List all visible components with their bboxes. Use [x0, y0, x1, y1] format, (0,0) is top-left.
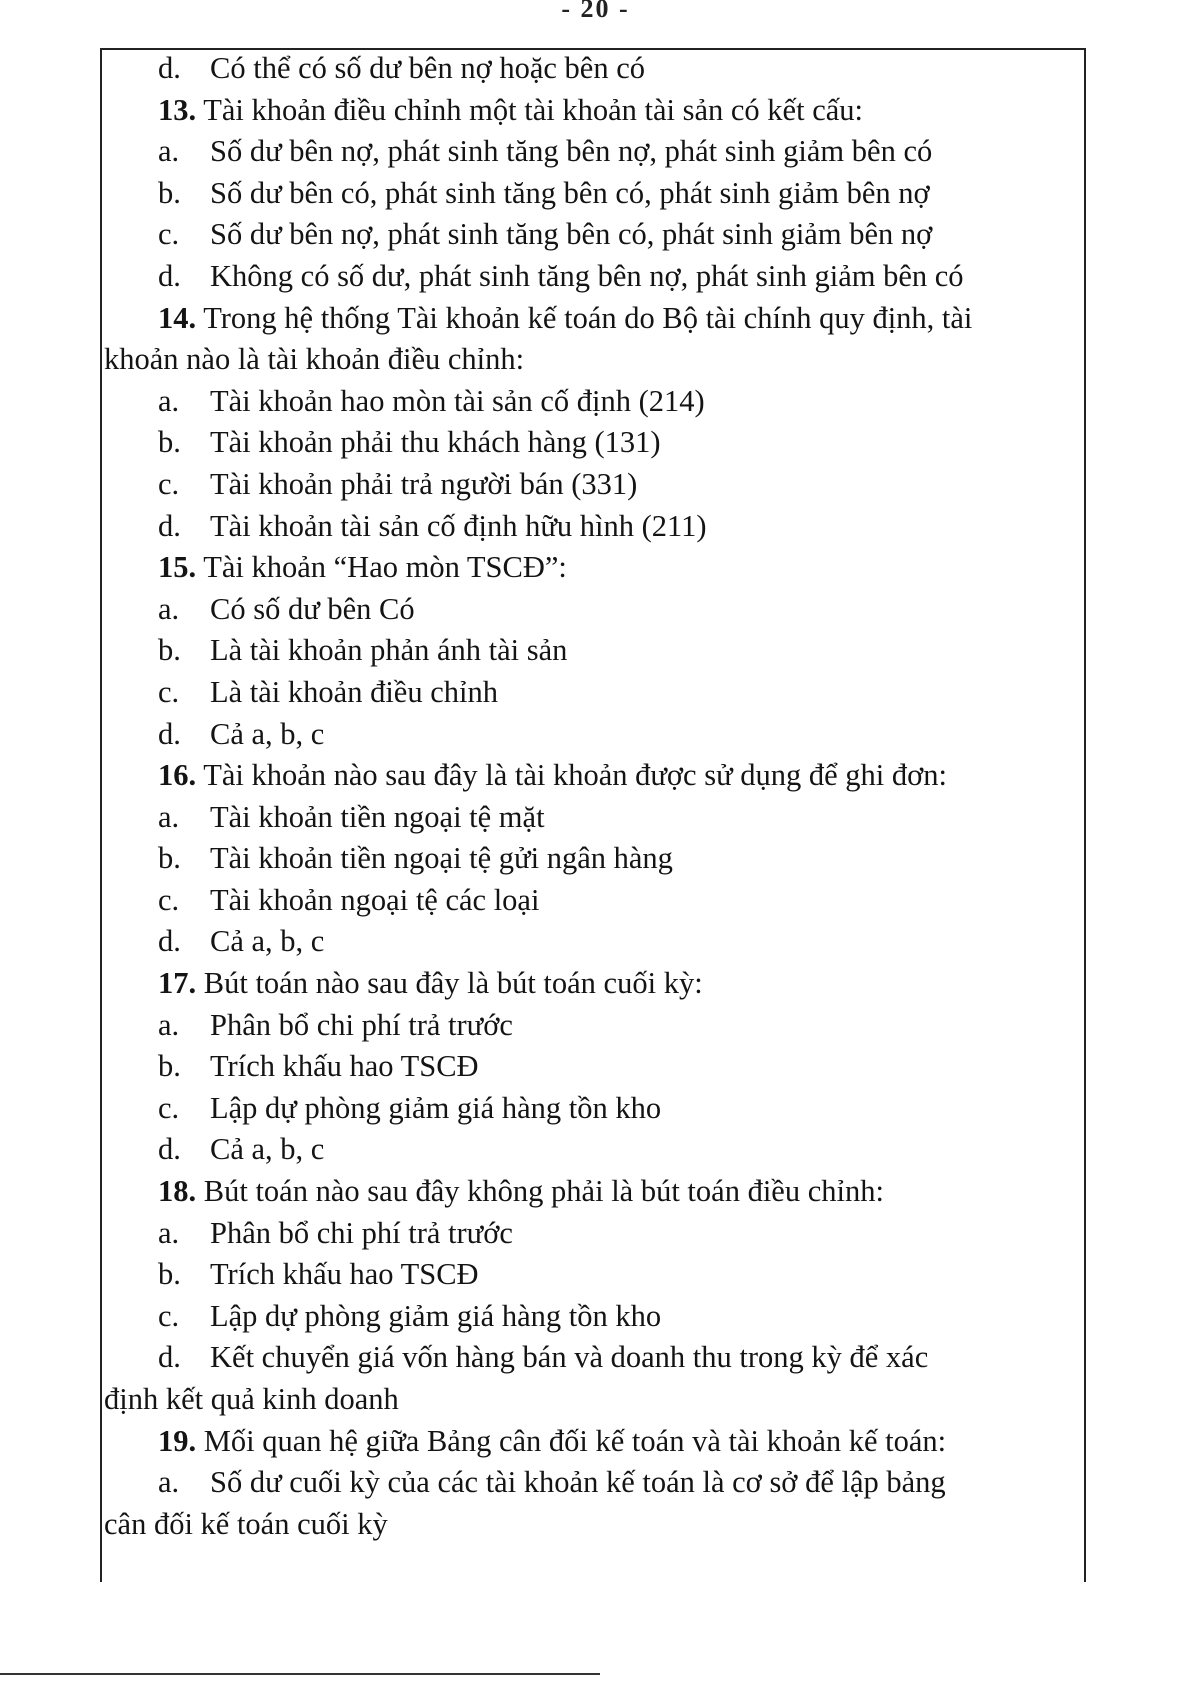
option-text: Kết chuyển giá vốn hàng bán và doanh thu trong kỳ để xác [210, 1340, 929, 1375]
option-letter: a. [158, 1007, 180, 1042]
option-text: Tài khoản tài sản cố định hữu hình (211) [210, 508, 707, 543]
option-text: Tài khoản phải trả người bán (331) [210, 466, 638, 501]
question-text: Trong hệ thống Tài khoản kế toán do Bộ tài chính quy định, tài [203, 300, 973, 335]
answer-option [104, 214, 1084, 256]
answer-option [104, 381, 1084, 423]
document-body [104, 48, 1084, 1545]
option-letter: c. [158, 882, 180, 917]
question [104, 1171, 1084, 1213]
answer-option [104, 464, 1084, 506]
question-text: Tài khoản “Hao mòn TSCĐ”: [203, 550, 567, 585]
answer-option [104, 131, 1084, 173]
option-letter: a. [158, 799, 180, 834]
option-letter: a. [158, 383, 180, 418]
option-text: Số dư cuối kỳ của các tài khoản kế toán là cơ sở để lập bảng [210, 1465, 946, 1500]
answer-option [104, 1296, 1084, 1338]
answer-option [104, 797, 1084, 839]
option-text: Trích khấu hao TSCĐ [210, 1257, 479, 1292]
option-text: Phân bổ chi phí trả trước [210, 1215, 513, 1250]
answer-option [104, 1129, 1084, 1171]
answer-option [104, 672, 1084, 714]
answer-option [104, 921, 1084, 963]
answer-option [104, 1254, 1084, 1296]
question-number: 19. [158, 1423, 197, 1458]
option-text: Có thể có số dư bên nợ hoặc bên có [210, 51, 645, 85]
continuation-line: khoản nào là tài khoản điều chỉnh: [104, 342, 525, 377]
question-number: 13. [158, 92, 197, 127]
option-letter: a. [158, 134, 180, 169]
option-letter: c. [158, 1090, 180, 1125]
option-text: Phân bổ chi phí trả trước [210, 1007, 513, 1042]
option-letter: a. [158, 591, 180, 626]
question [104, 298, 1084, 340]
question-number: 14. [158, 300, 197, 335]
answer-option [104, 506, 1084, 548]
answer-option [104, 1005, 1084, 1047]
option-text: Tài khoản hao mòn tài sản cố định (214) [210, 383, 705, 418]
option-text: Là tài khoản điều chỉnh [210, 674, 498, 709]
option-letter: b. [158, 175, 181, 210]
option-letter: c. [158, 217, 180, 252]
question [104, 547, 1084, 589]
option-letter: c. [158, 466, 180, 501]
option-letter: b. [158, 841, 181, 876]
option-letter: d. [158, 1340, 181, 1375]
page-number: - 20 - [561, 0, 630, 23]
question-text: Tài khoản điều chỉnh một tài khoản tài sản có kết cấu: [203, 92, 863, 127]
option-text: Số dư bên nợ, phát sinh tăng bên có, phát sinh giảm bên nợ [210, 217, 933, 252]
option-text: Có số dư bên Có [210, 591, 415, 626]
option-letter: a. [158, 1215, 180, 1250]
answer-option [104, 714, 1084, 756]
answer-option [104, 1088, 1084, 1130]
option-letter: b. [158, 1049, 181, 1084]
option-letter: d. [158, 924, 181, 959]
bottom-rule [0, 1673, 600, 1675]
option-letter: c. [158, 674, 180, 709]
option-letter: c. [158, 1298, 180, 1333]
answer-option [104, 880, 1084, 922]
option-text: Tài khoản tiền ngoại tệ gửi ngân hàng [210, 841, 673, 876]
question-text: Bút toán nào sau đây là bút toán cuối kỳ: [203, 966, 703, 1001]
answer-option [104, 1462, 1084, 1504]
question-text: Tài khoản nào sau đây là tài khoản được sử dụng để ghi đơn: [203, 758, 947, 793]
answer-option [104, 1337, 1084, 1379]
option-text: Là tài khoản phản ánh tài sản [210, 633, 568, 668]
option-text: Số dư bên nợ, phát sinh tăng bên nợ, phát sinh giảm bên có [210, 134, 933, 169]
question-number: 15. [158, 550, 197, 585]
answer-option [104, 630, 1084, 672]
continuation-line: cân đối kế toán cuối kỳ [104, 1506, 388, 1541]
question [104, 1421, 1084, 1463]
option-text: Trích khấu hao TSCĐ [210, 1049, 479, 1084]
option-text: Tài khoản tiền ngoại tệ mặt [210, 799, 545, 834]
question-text: Bút toán nào sau đây không phải là bút toán điều chỉnh: [203, 1174, 884, 1209]
option-letter: d. [158, 508, 181, 543]
answer-option [104, 838, 1084, 880]
option-letter: d. [158, 51, 181, 85]
option-letter: b. [158, 425, 181, 460]
option-text: Lập dự phòng giảm giá hàng tồn kho [210, 1090, 662, 1125]
option-letter: d. [158, 1132, 181, 1167]
option-text: Cả a, b, c [210, 716, 325, 751]
option-text: Lập dự phòng giảm giá hàng tồn kho [210, 1298, 662, 1333]
question-number: 18. [158, 1174, 197, 1209]
option-text: Tài khoản ngoại tệ các loại [210, 882, 540, 917]
option-letter: b. [158, 1257, 181, 1292]
option-letter: d. [158, 716, 181, 751]
option-text: Số dư bên có, phát sinh tăng bên có, phát sinh giảm bên nợ [210, 175, 930, 210]
answer-option [104, 1213, 1084, 1255]
answer-option [104, 422, 1084, 464]
question-text: Mối quan hệ giữa Bảng cân đối kế toán và tài khoản kế toán: [203, 1423, 947, 1458]
option-text: Cả a, b, c [210, 924, 325, 959]
option-text: Không có số dư, phát sinh tăng bên nợ, phát sinh giảm bên có [210, 258, 964, 293]
option-letter: d. [158, 258, 181, 293]
answer-option [104, 256, 1084, 298]
answer-option [104, 173, 1084, 215]
answer-option [104, 589, 1084, 631]
question-number: 17. [158, 966, 197, 1001]
continuation-line: định kết quả kinh doanh [104, 1382, 399, 1416]
answer-option [104, 48, 1084, 90]
option-letter: b. [158, 633, 181, 668]
question [104, 90, 1084, 132]
question [104, 963, 1084, 1005]
option-text: Cả a, b, c [210, 1132, 325, 1167]
option-letter: a. [158, 1465, 180, 1500]
answer-option [104, 1046, 1084, 1088]
question-number: 16. [158, 758, 197, 793]
question [104, 755, 1084, 797]
option-text: Tài khoản phải thu khách hàng (131) [210, 425, 661, 460]
